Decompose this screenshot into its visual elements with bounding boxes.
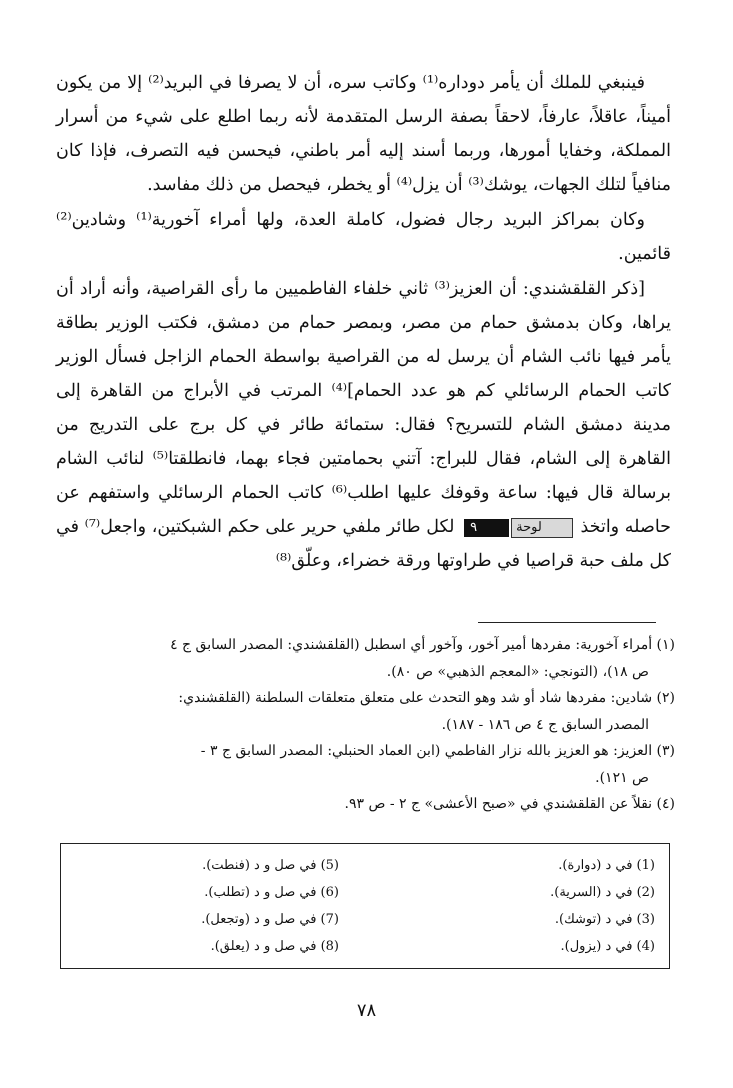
variant-item: (7) في صل و د (وتجعل). — [201, 912, 339, 927]
footnote-3-continued: ص ١٢١). — [595, 769, 649, 786]
panel-label: لوحة — [511, 518, 573, 538]
footnote-2: (٢) شادين: مفردها شاد أو شد وهو التحدث على متعلق متعلقات السلطنة (القلقشندي: — [178, 690, 675, 706]
variant-item: (1) في د (دوارة). — [558, 858, 655, 873]
panel-number: ٩ — [464, 519, 509, 537]
footnote-3: (٣) العزيز: هو العزيز بالله نزار الفاطمي (ابن العماد الحنبلي: المصدر السابق ج ٣ - — [200, 743, 675, 759]
footnote-2-continued: المصدر السابق ج ٤ ص ١٨٦ - ١٨٧). — [441, 716, 649, 733]
variant-item: (6) في صل و د (تطلب). — [204, 885, 339, 900]
footnote-divider — [478, 622, 656, 623]
variant-item: (2) في د (السرية). — [550, 885, 655, 900]
variants-column-right — [375, 852, 655, 960]
variants-column-left — [59, 852, 339, 960]
variant-item: (8) في صل و د (يعلق). — [210, 939, 339, 954]
footnotes — [50, 632, 675, 818]
variant-item: (3) في د (توشك). — [554, 912, 655, 927]
paragraph-1: فينبغي للملك أن يأمر دوداره⁽¹⁾ وكاتب سره، أن لا يصرفا في البريد⁽²⁾ إلا من يكون أميناً، عاقلاً، عارفاً، لاحقاً بصفة الرسل المتقدمة لأنه ربما اطلع على شيء من أسرار المملكة، وخفايا أمورها، وربما أسند إليه أمر باطني، فيحسن فيه التصرف، فإذا كان منافياً لتلك الجهات، يوشك⁽³⁾ أن يزل⁽⁴⁾ أو يخطر، فيحصل من ذلك مفاسد. — [56, 73, 671, 195]
footnote-1: (١) أمراء آخورية: مفردها أمير آخور، وآخور أي اسطبل (القلقشندي: المصدر السابق ج ٤ — [170, 637, 675, 653]
variant-item: (4) في د (يزول). — [560, 939, 655, 954]
paragraph-3 — [56, 272, 671, 578]
main-text — [56, 66, 671, 579]
page-number: ٧٨ — [356, 1000, 377, 1021]
footnote-4: (٤) نقلاً عن القلقشندي في «صبح الأعشى» ج ٢ - ص ٩٣. — [344, 796, 675, 812]
manuscript-variants-box — [60, 843, 670, 969]
paragraph-3-before-panel: [ذكر القلقشندي: أن العزيز⁽³⁾ ثاني خلفاء الفاطميين ما رأى القراصية، وأنه أراد أن يراها، وكان بدمشق حمام من مصر، وبمصر حمام من دمشق، فكتب الوزير بطاقة يأمر فيها نائب الشام أن يرسل له من القراصية بواسطة الحمام الزاجل فسأل الوزير كاتب الحمام الرسائلي كم هو عدد الحمام]⁽⁴⁾ المرتب في الأبراج من القاهرة إلى مدينة دمشق الشام للتسريح؟ فقال: ستمائة طائر في كل برج على التدريج من القاهرة إلى الشام، فقال للبراج: آتني بحمامتين فجاء بهما، فانطلقتا⁽⁵⁾ لنائب الشام برسالة قال فيها: ساعة وقوفك عليها اطلب⁽⁶⁾ كاتب الحمام الرسائلي واستفهم عن حاصله واتخذ — [56, 279, 671, 537]
paragraph-2: وكان بمراكز البريد رجال فضول، كاملة العدة، ولها أمراء آخورية⁽¹⁾ وشادين⁽²⁾ قائمين. — [56, 210, 671, 264]
paragraph-3-after-panel: لكل طائر ملفي حرير على حكم الشبكتين، واجعل⁽⁷⁾ في كل ملف حبة قراصيا في طراوتها ورقة خضراء، وعلّق⁽⁸⁾ — [56, 517, 671, 571]
variant-item: (5) في صل و د (فنطت). — [202, 858, 339, 873]
footnote-1-continued: ص ١٨)، (التونجي: «المعجم الذهبي» ص ٨٠). — [386, 663, 649, 680]
